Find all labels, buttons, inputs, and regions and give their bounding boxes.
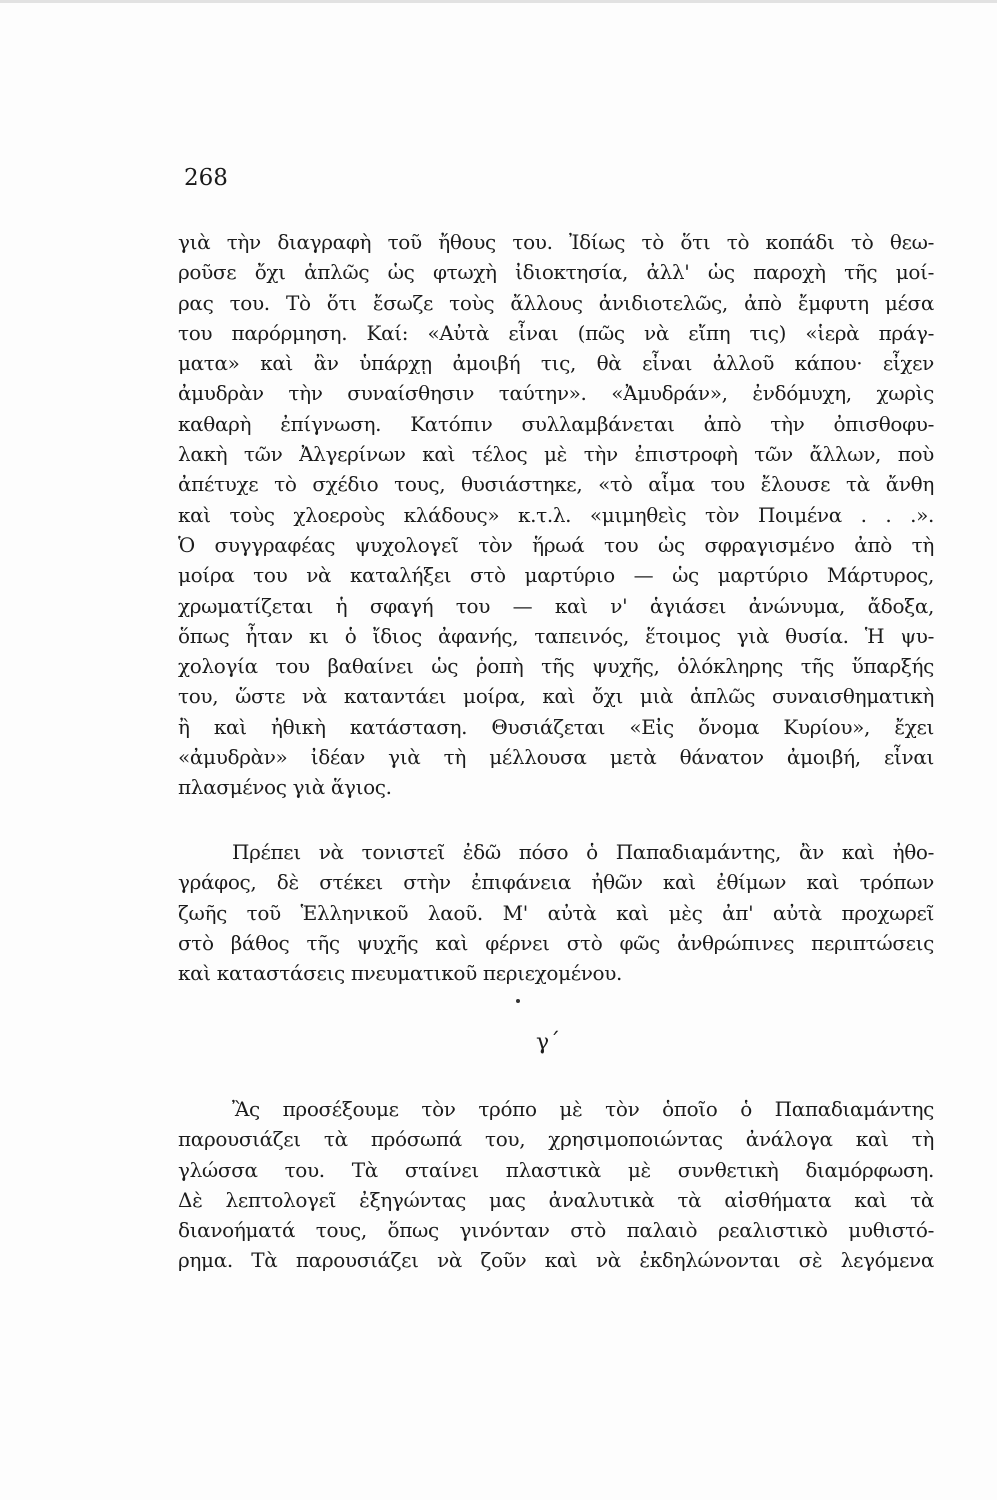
text-line: ζωῆς τοῦ Ἑλληνικοῦ λαοῦ. Μ' αὐτὰ καὶ μὲς ἀπ' αὐτὰ προχωρεῖ bbox=[178, 900, 934, 925]
text-line: στὸ βάθος τῆς ψυχῆς καὶ φέρνει στὸ φῶς ἀνθρώπινες περιπτώσεις bbox=[178, 930, 934, 955]
text-line: ὅπως ἦταν κι ὁ ἴδιος ἀφανής, ταπεινός, ἕτοιμος γιὰ θυσία. Ἡ ψυ- bbox=[178, 623, 934, 648]
text-line: ἀπέτυχε τὸ σχέδιο τους, θυσιάστηκε, «τὸ αἷμα του ἔλουσε τὰ ἄνθη bbox=[178, 472, 934, 497]
paragraph-1 bbox=[178, 227, 934, 803]
text-line: του παρόρμηση. Καί: «Αὐτὰ εἶναι (πῶς νὰ εἴπη τις) «ἱερὰ πράγ- bbox=[178, 320, 934, 345]
text-line: Ὁ συγγραφέας ψυχολογεῖ τὸν ἥρωά του ὡς σφραγισμένο ἀπὸ τὴ bbox=[178, 532, 934, 557]
text-line: γράφος, δὲ στέκει στὴν ἐπιφάνεια ἠθῶν καὶ ἐθίμων καὶ τρόπων bbox=[178, 870, 934, 895]
text-line: ροῦσε ὄχι ἁπλῶς ὡς φτωχὴ ἰδιοκτησία, ἀλλ' ὡς παροχὴ τῆς μοί- bbox=[178, 260, 934, 285]
text-line: γιὰ τὴν διαγραφὴ τοῦ ἤθους του. Ἰδίως τὸ ὅτι τὸ κοπάδι τὸ θεω- bbox=[178, 230, 934, 254]
paragraph-3 bbox=[178, 1094, 934, 1276]
text-line: καὶ καταστάσεις πνευματικοῦ περιεχομένου. bbox=[178, 961, 623, 986]
section-heading: γ΄ bbox=[536, 1030, 561, 1055]
ink-speck bbox=[516, 999, 520, 1003]
text-line: Ἂς προσέξουμε τὸν τρόπο μὲ τὸν ὁποῖο ὁ Παπαδιαμάντης bbox=[232, 1097, 934, 1121]
text-line: πλασμένος γιὰ ἅγιος. bbox=[178, 775, 392, 800]
text-line: «ἀμυδρὰν» ἰδέαν γιὰ τὴ μέλλουσα μετὰ θάνατον ἀμοιβή, εἶναι bbox=[178, 745, 934, 770]
text-line: ματα» καὶ ἂν ὑπάρχῃ ἀμοιβή τις, θὰ εἶναι ἀλλοῦ κάπου· εἶχεν bbox=[178, 351, 934, 376]
text-line: μοίρα του νὰ καταλήξει στὸ μαρτύριο — ὡς μαρτύριο Μάρτυρος, bbox=[178, 563, 934, 588]
text-line: διανοήματά τους, ὅπως γινόνταν στὸ παλαιὸ ρεαλιστικὸ μυθιστό- bbox=[178, 1218, 934, 1243]
text-line: χολογία του βαθαίνει ὡς ῥοπὴ τῆς ψυχῆς, ὁλόκληρης τῆς ὕπαρξής bbox=[178, 654, 934, 679]
text-line: γλώσσα του. Τὰ σταίνει πλαστικὰ μὲ συνθετικὴ διαμόρφωση. bbox=[178, 1157, 934, 1182]
paragraph-2 bbox=[178, 837, 934, 988]
text-line: Πρέπει νὰ τονιστεῖ ἐδῶ πόσο ὁ Παπαδιαμάντης, ἂν καὶ ἠθο- bbox=[232, 840, 934, 864]
text-line: ἀμυδρὰν τὴν συναίσθησιν ταύτην». «Ἀμυδράν», ἐνδόμυχη, χωρὶς bbox=[178, 381, 934, 406]
text-line: ἢ καὶ ἠθικὴ κατάσταση. Θυσιάζεται «Εἰς ὄνομα Κυρίου», ἔχει bbox=[178, 714, 934, 739]
text-line: του, ὥστε νὰ καταντάει μοίρα, καὶ ὄχι μιὰ ἁπλῶς συναισθηματικὴ bbox=[178, 684, 934, 709]
text-line: χρωματίζεται ἡ σφαγή του — καὶ ν' ἁγιάσει ἀνώνυμα, ἄδοξα, bbox=[178, 593, 934, 618]
text-line: λακὴ τῶν Ἀλγερίνων καὶ τέλος μὲ τὴν ἐπιστροφὴ τῶν ἄλλων, ποὺ bbox=[178, 442, 934, 467]
text-line: Δὲ λεπτολογεῖ ἐξηγώντας μας ἀναλυτικὰ τὰ αἰσθήματα καὶ τὰ bbox=[178, 1187, 934, 1212]
text-line: ρημα. Τὰ παρουσιάζει νὰ ζοῦν καὶ νὰ ἐκδηλώνονται σὲ λεγόμενα bbox=[178, 1248, 934, 1273]
text-line: καθαρὴ ἐπίγνωση. Κατόπιν συλλαμβάνεται ἀπὸ τὴν ὀπισθοφυ- bbox=[178, 411, 934, 436]
text-line: καὶ τοὺς χλοεροὺς κλάδους» κ.τ.λ. «μιμηθεὶς τὸν Ποιμένα . . .». bbox=[178, 502, 934, 527]
text-line: ρας του. Τὸ ὅτι ἔσωζε τοὺς ἄλλους ἀνιδιοτελῶς, ἀπὸ ἔμφυτη μέσα bbox=[178, 290, 934, 315]
text-line: παρουσιάζει τὰ πρόσωπά του, χρησιμοποιώντας ἀνάλογα καὶ τὴ bbox=[178, 1127, 934, 1152]
page-number: 268 bbox=[184, 165, 228, 191]
